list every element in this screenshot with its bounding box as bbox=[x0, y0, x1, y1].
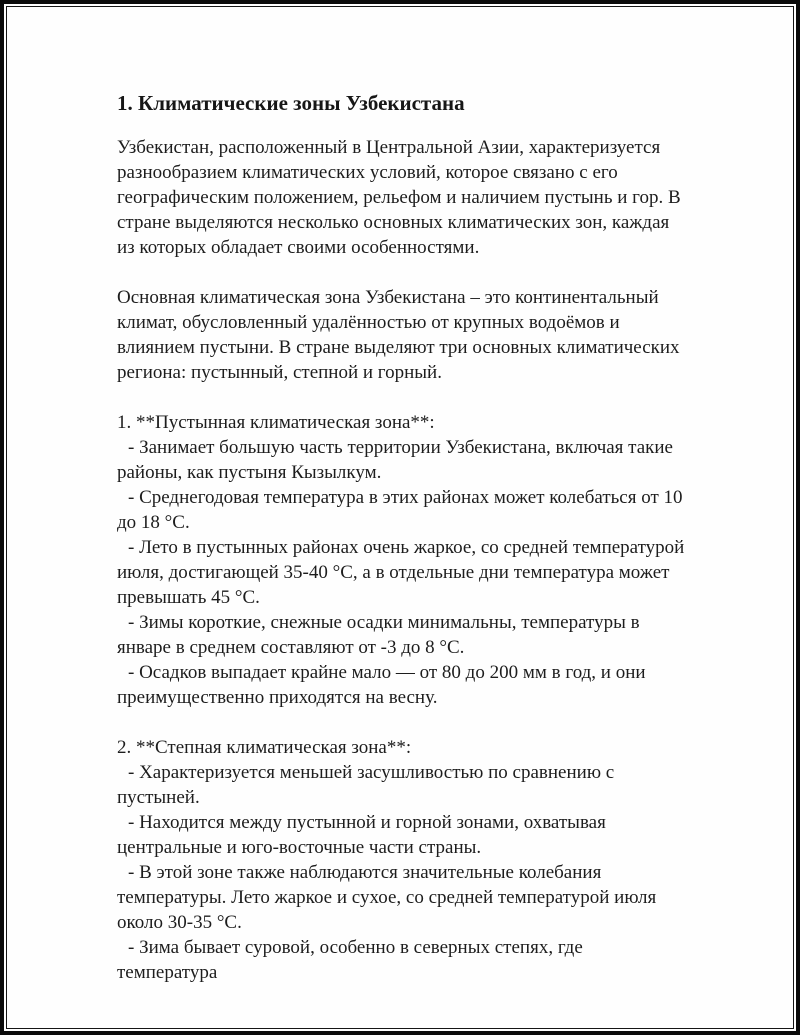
list-heading: 1. **Пустынная климатическая зона**: bbox=[117, 412, 435, 433]
list-item: - Лето в пустынных районах очень жаркое, со средней температурой июля, достигающей 35-40 °C, а в отдельные дни температура может превышать 45 °C. bbox=[117, 537, 685, 608]
list-item: - Характеризуется меньшей засушливостью по сравнению с пустыней. bbox=[117, 762, 615, 808]
list-item: - Зимы короткие, снежные осадки минимальны, температуры в январе в среднем составляют от -3 до 8 °C. bbox=[117, 612, 640, 658]
page-inner-border bbox=[6, 6, 794, 1029]
list-heading: 2. **Степная климатическая зона**: bbox=[117, 737, 412, 758]
list-item: - Зима бывает суровой, особенно в северных степях, где температура bbox=[117, 937, 583, 983]
page-content bbox=[7, 7, 793, 1015]
list-item: - Среднегодовая температура в этих районах может колебаться от 10 до 18 °C. bbox=[117, 487, 683, 533]
list-item: - В этой зоне также наблюдаются значительные колебания температуры. Лето жаркое и сухое, со средней температурой июля около 30-35 °C. bbox=[117, 862, 657, 933]
list-item: - Находится между пустынной и горной зонами, охватывая центральные и юго-восточные части страны. bbox=[117, 812, 606, 858]
paragraph: Основная климатическая зона Узбекистана – это континентальный климат, обусловленный удалённостью от крупных водоёмов и влиянием пустыни. В стране выделяют три основных климатических региона: пустынный, степной и горный. bbox=[117, 287, 680, 383]
document-body bbox=[117, 135, 685, 985]
list-item: - Осадков выпадает крайне мало — от 80 до 200 мм в год, и они преимущественно приходятся на весну. bbox=[117, 662, 646, 708]
document-title: 1. Климатические зоны Узбекистана bbox=[117, 91, 465, 115]
paragraph: Узбекистан, расположенный в Центральной Азии, характеризуется разнообразием климатических условий, которое связано с его географическим положением, рельефом и наличием пустынь и гор. В стране выделяются несколько основных климатических зон, каждая из которых обладает своими особенностями. bbox=[117, 137, 681, 258]
list-item: - Занимает большую часть территории Узбекистана, включая такие районы, как пустыня Кызылкум. bbox=[117, 437, 673, 483]
